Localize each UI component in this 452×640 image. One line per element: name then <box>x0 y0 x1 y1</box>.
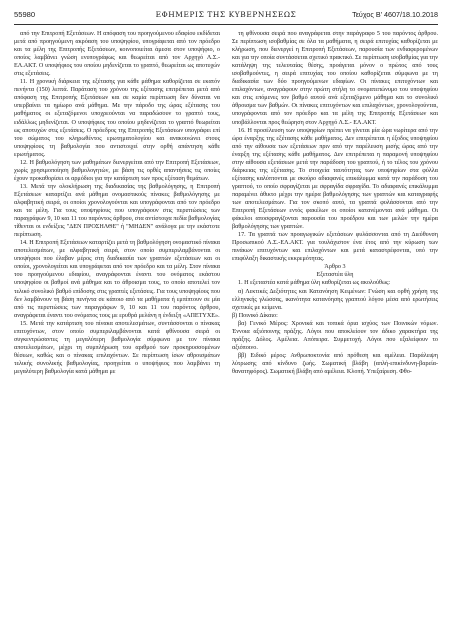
page-header <box>14 8 438 22</box>
paragraph: Άρθρο 3 <box>324 264 346 271</box>
paragraph: 13. Μετά την ολοκλήρωση της διαδικασίας της βαθμολόγησης, η Επιτροπή Εξετάσεων καταρτίζει ανά μάθημα ονομαστικούς πίνακες βαθμολόγησης με αλφαβητική σειρά, οι οποίοι χρονολογούνται και υπογράφονται από τον πρόεδρο και τα μέλη. Για τους υποψηφίους που υπογράφουν στις περιπτώσεις των παραγράφων 9, 10 και 11 του παρόντος άρθρου, στα αντίστοιχα πεδία βαθμολογίας τίθενται οι ενδείξεις "ΔΕΝ ΠΡΟΣΗΛΘΕ" ή "ΜΗΔΕΝ" ανάλογα με την εκάστοτε περίπτωση. <box>14 183 220 239</box>
paragraph: τη φθίνουσα σειρά που αναγράφεται στην παράγραφο 5 του παρόντος άρθρου. Σε περίπτωση ισοβαθμίας σε όλα τα μαθήματα, η σειρά επιτυχίας καθορίζεται με κλήρωση, που διενεργεί η Επιτροπή Εξετάσεων, παρουσία των ενδιαφερομένων και για την οποία συντάσσεται σχετικό πρακτικό. Σε περίπτωση ισοβαθμίας για την κατάληψη της τελευταίας θέσης, προάγεται μόνον ο πρώτος από τους ισοβαθμούντες, η σειρά επιτυχίας του οποίου καθορίζεται σύμφωνα με τη διαδικασία των δύο προηγούμενων εδαφίων. Οι πίνακες επιτυχόντων και επιλαχόντων, αναγράφουν στην πρώτη στήλη το ονοματεπώνυμο του υποψηφίου και στις επόμενες τον βαθμό αυτού ανά εξεταζόμενο μάθημα και το συνολικό άθροισμα των βαθμών. Οι πίνακες επιτυχόντων και επιλαχόντων, χρονολογούνται, υπογράφονται από τον πρόεδρο και τα μέλη της Επιτροπής Εξετάσεων και υποβάλλονται προς θεώρηση στον Αρχηγό Λ.Σ.- ΕΛ.ΑΚΤ. <box>232 31 438 126</box>
paragraph: 12. Η βαθμολόγηση των μαθημάτων διενεργείται από την Επιτροπή Εξετάσεων, χωρίς χρησιμοποίηση βαθμολογητών, με βάση τις ορθές απαντήσεις τις οποίες έχουν προκαθορίσει οι αρμόδιοι για την κατάρτιση των προς εξέταση θεμάτων. <box>14 159 220 182</box>
paragraph: 17. Τα γραπτά των προαγωγικών εξετάσεων φυλάσσονται από τη Διεύθυνση Προσωπικού Λ.Σ.-ΕΛ.ΑΚΤ. για τουλάχιστον ένα έτος από την κύρωση των πινάκων επιτυχόντων και επιλαχόντων και μετά καταστρέφονται, υπό την επιφύλαξη δικαστικής εκκρεμότητας. <box>232 232 438 263</box>
paragraph: β) Ποινικό Δίκαιο: <box>232 312 278 319</box>
paragraph: Εξεταστέα ύλη <box>316 272 354 279</box>
paragraph: ββ) Ειδικό μέρος: Ανθρωποκτονία από πρόθεση και αμέλεια. Παράλειψη λύτρωσης από κίνδυνο ζωής. Σωματική βλάβη (απλή-επικίνδυνη-βαρεία-θανατηφόρος). Σωματική βλάβη από αμέλεια. Κλοπή. Υπεξαίρεση. Φθο- <box>232 352 438 375</box>
paragraph: 16. Η προσέλευση των υποψηφίων πρέπει να γίνεται μία ώρα νωρίτερα από την ώρα έναρξης της εξέτασης κάθε μαθήματος. Δεν επιτρέπεται η έξοδος υποψηφίου από την αίθουσα των εξετάσεων πριν από την παρέλευση μισής ώρας από την έναρξη της εξέτασης κάθε μαθήματος. Δεν επιτρέπεται η παραμονή υποψηφίου στην αίθουσα εξετάσεων μετά την παράδοση του γραπτού, ή το τέλος του χρόνου διάρκειας της εξέτασης. Το στοιχεία ταυτότητας των υποψηφίων στα φύλλα εξέτασης καλύπτονται με σκούρο αδιαφανές επικάλυμμα κατά την παράδοση του γραπτού, το οποίο σφραγίζεται με σφραγίδα σφραγίδα. Το αδιαφανές επικάλυμμα παραμένει άθικτο μέχρι την ημέρα βαθμολόγησης των γραπτών και καταγραφής των αποτελεσμάτων. Για τον σκοπό αυτό, τα γραπτά φυλάσσονται από την Επιτροπή Εξετάσεων εντός φακέλων οι οποίοι κατανέμονται ανά μάθημα. Οι φάκελοι αποσφραγίζονται παρουσία του προέδρου και των μελών την ημέρα βαθμολόγησης των γραπτών. <box>232 127 438 231</box>
right-column <box>232 30 438 634</box>
paragraph: από την Επιτροπή Εξετάσεων. Η απόφαση του προηγούμενου εδαφίου εκδίδεται μετά από προηγούμενη ακρόαση του υποψηφίου, υπογράφεται από τον πρόεδρο και τα μέλη της Επιτροπής Εξετάσεων, κοινοποιείται άμεσα στον υποψήφιο, ο οποίος λαμβάνει γνώση ενυπογράφως και θεωρείται από τον Αρχηγό Λ.Σ.-ΕΛ.ΑΚΤ. Ο υποψήφιος του οποίου μηδενίζεται το γραπτό, θεωρείται ως αποτυχών στις εξετάσεις. <box>14 31 220 78</box>
paragraph: 11. Η χρονική διάρκεια της εξέτασης για κάθε μάθημα καθορίζεται σε εκατόν πενήντα (150) λεπτά. Παράταση του χρόνου της εξέτασης επιτρέπεται μετά από απόφαση της Επιτροπής Εξετάσεων και σε καμία περίπτωση δεν δύναται να υπερβαίνει τα ημίωρο ανά μάθημα. Με την πάροδο της ώρας εξέτασης του μαθήματος οι εξεταζόμενοι υποχρεούνται να παραδώσουν το γραπτό τους, ειδάλλως μηδενίζεται. Ο υποψήφιος του οποίου μηδενίζεται το γραπτό θεωρείται ως αποτυχών στις εξετάσεις. Ο πρόεδρος της Επιτροπής Εξετάσεων υπογράφει επί του σώματος του κληρωθέντος ερωτηματολογίου και ανακοινώνει στους υποψηφίους τη βαθμολογία που αντιστοιχεί στην ορθή απάντηση κάθε ερωτήματος. <box>14 79 220 158</box>
paragraph: α) Λεκτικές Δεξιότητες και Κατανόηση Κειμένων: Γνώση και ορθή χρήση της ελληνικής γλώσσας, ικανότητα κατανόησης γραπτού λόγου μέσα από ερωτήσεις σχετικές με κείμενα. <box>232 288 438 311</box>
page-number: 55980 <box>14 10 36 19</box>
header-rule <box>14 24 438 25</box>
paragraph: βα) Γενικό Μέρος: Χρονικά και τοπικά όρια ισχύος των Ποινικών νόμων. Έννοια αξιόποινης πράξης. Λόγοι που αποκλείουν τον άδικο χαρακτήρα της πράξης. Δόλος. Αμέλεια. Απόπειρα. Συμμετοχή. Λόγοι που εξαλείφουν το αξιόποινο. <box>232 320 438 351</box>
left-column <box>14 30 220 634</box>
journal-title: ΕΦΗΜΕΡΙΣ ΤΗΣ ΚΥΒΕΡΝΗΣΕΩΣ <box>155 10 297 19</box>
paragraph: 1. Η εξεταστέα κατά μάθημα ύλη καθορίζεται ως ακολούθως: <box>238 280 391 287</box>
paragraph: 14. Η Επιτροπή Εξετάσεων καταρτίζει μετά τη βαθμολόγηση ονομαστικό πίνακα αποτελεσμάτων, με αλφαβητική σειρά, στον οποίο συμπεριλαμβάνονται οι υποψήφιοι που έλαβαν μέρος στη διαδικασία των γραπτών εξετάσεων και οι οποίοι, χρονολογείται και υπογράφεται από τον πρόεδρο και τα μέλη. Στον πίνακα του προηγούμενου εδαφίου, αναγράφονται έναντι του ονόματος εκάστου υποψηφίου οι βαθμοί ανά μάθημα και το άθροισμα τους, το οποίο αποτελεί τον τελικό συνολικό βαθμό επίδοσης στις γραπτές εξετάσεις. Για τους υποψηφίους που δεν λαμβάνουν τη βάση πενήντα σε κάποιο από τα μαθήματα ή εμπίπτουν σε μία από τις περιπτώσεις των παραγράφων 9, 10 και 11 του παρόντος άρθρου, αναγράφεται έναντι του ονόματος τους με ερυθρά μελάνη η ένδειξη «ΑΠΕΤΥΧΕ». <box>14 240 220 319</box>
paragraph: 15. Μετά την κατάρτιση του πίνακα αποτελεσμάτων, συντάσσονται ο πίνακας επιτυχόντων, στον οποίο συμπεριλαμβάνονται κατά φθίνουσα σειρά οι συγκεντρώσαντες τη μεγαλύτερη βαθμολογία σύμφωνα με τον πίνακα αποτελεσμάτων, μέχρι τη συμπλήρωση του αριθμού των προκηρυσσομένων θέσεων, καθώς και ο πίνακας επιλαχόντων. Σε περίπτωση ίσων αθροισμάτων τελικής συνολικής βαθμολογίας, προηγείται ο υποψήφιος που λαμβάνει τη μεγαλύτερη βαθμολογία κατά μάθημα με <box>14 320 220 375</box>
issue-reference: Τεύχος Β' 4607/18.10.2018 <box>352 10 438 19</box>
